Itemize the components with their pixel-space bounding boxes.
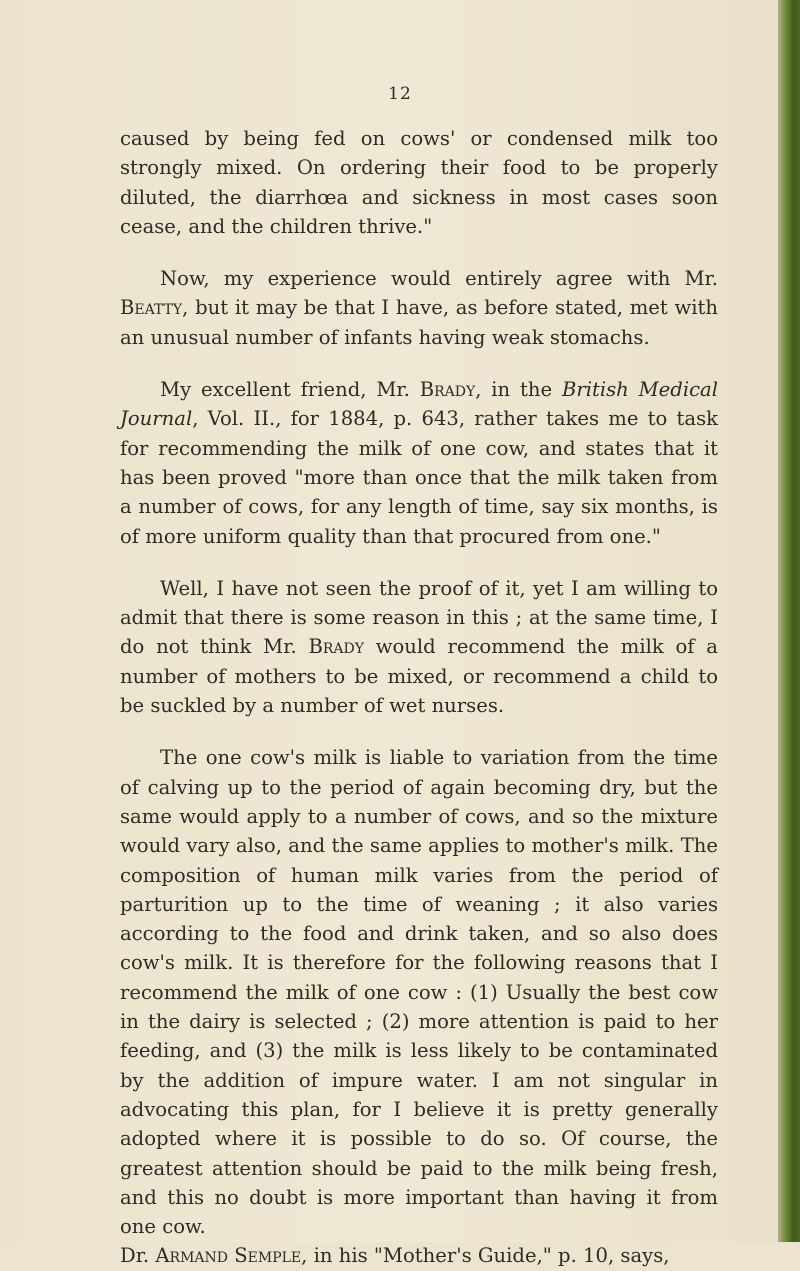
paragraph: [120, 743, 718, 1270]
person-name: Brady: [419, 378, 476, 402]
paragraph-text: , Vol. II., for 1884, p. 643, rather takes me to task for recommending the milk of one cow, and states that it has been proved "more than once that the milk taken from a number of cows, for any length of time, say six months, is of more uniform quality than that procured from one.": [120, 407, 718, 548]
paragraph-text: , in the: [475, 378, 562, 402]
paragraph-text: Now, my experience would entirely agree with Mr.: [160, 267, 718, 291]
paragraph-text: caused by being fed on cows' or condensed milk too strongly mixed. On ordering their food to be properly diluted, the diarrhœa and sickness in most cases soon cease, and the children thrive.": [120, 127, 718, 238]
person-name: Brady: [308, 635, 364, 659]
paragraph-text: The one cow's milk is liable to variation from the time of calving up to the period of again becoming dry, but the same would apply to a number of cows, and so the mixture would vary also, and the same applies to mother's milk. The composition of human milk varies from the period of parturition up to the time of weaning ; it also varies according to the food and drink taken, and so also does cow's milk. It is therefore for the following reasons that I recommend the milk of one cow : (1) Usually the best cow in the dairy is selected ; (2) more attention is paid to her feeding, and (3) the milk is less likely to be contaminated by the addition of impure water. I am not singular in advocating this plan, for I believe it is pretty generally adopted where it is possible to do so. Of course, the greatest attention should be paid to the milk being fresh, and this no doubt is more important than having it from one cow.: [120, 746, 718, 1239]
body-text: [120, 124, 718, 1271]
paragraph-text: , in his "Mother's Guide," p. 10, says,: [301, 1244, 670, 1268]
journal-title: British Medical Journal: [120, 378, 719, 431]
person-name: Beatty: [120, 296, 183, 320]
paragraph: [120, 264, 718, 352]
paragraph-continued: [120, 124, 718, 241]
page-number: 12: [388, 84, 412, 104]
person-name: Armand Semple: [155, 1244, 302, 1268]
paragraph: [120, 375, 718, 551]
paragraph-text: Dr.: [120, 1244, 156, 1268]
page-edge: [778, 0, 800, 1242]
paragraph-text: My excellent friend, Mr.: [160, 378, 420, 402]
paragraph-text: would recommend the milk of a number of mothers to be mixed, or recommend a child to be suckled by a number of wet nurses.: [120, 635, 718, 718]
paragraph-text: Well, I have not seen the proof of it, yet I am willing to admit that there is some reason in this ; at the same time, I do not think Mr.: [120, 576, 718, 659]
paragraph: [120, 574, 718, 720]
paragraph-text: , but it may be that I have, as before stated, met with an unusual number of infants having weak stomachs.: [120, 296, 718, 349]
